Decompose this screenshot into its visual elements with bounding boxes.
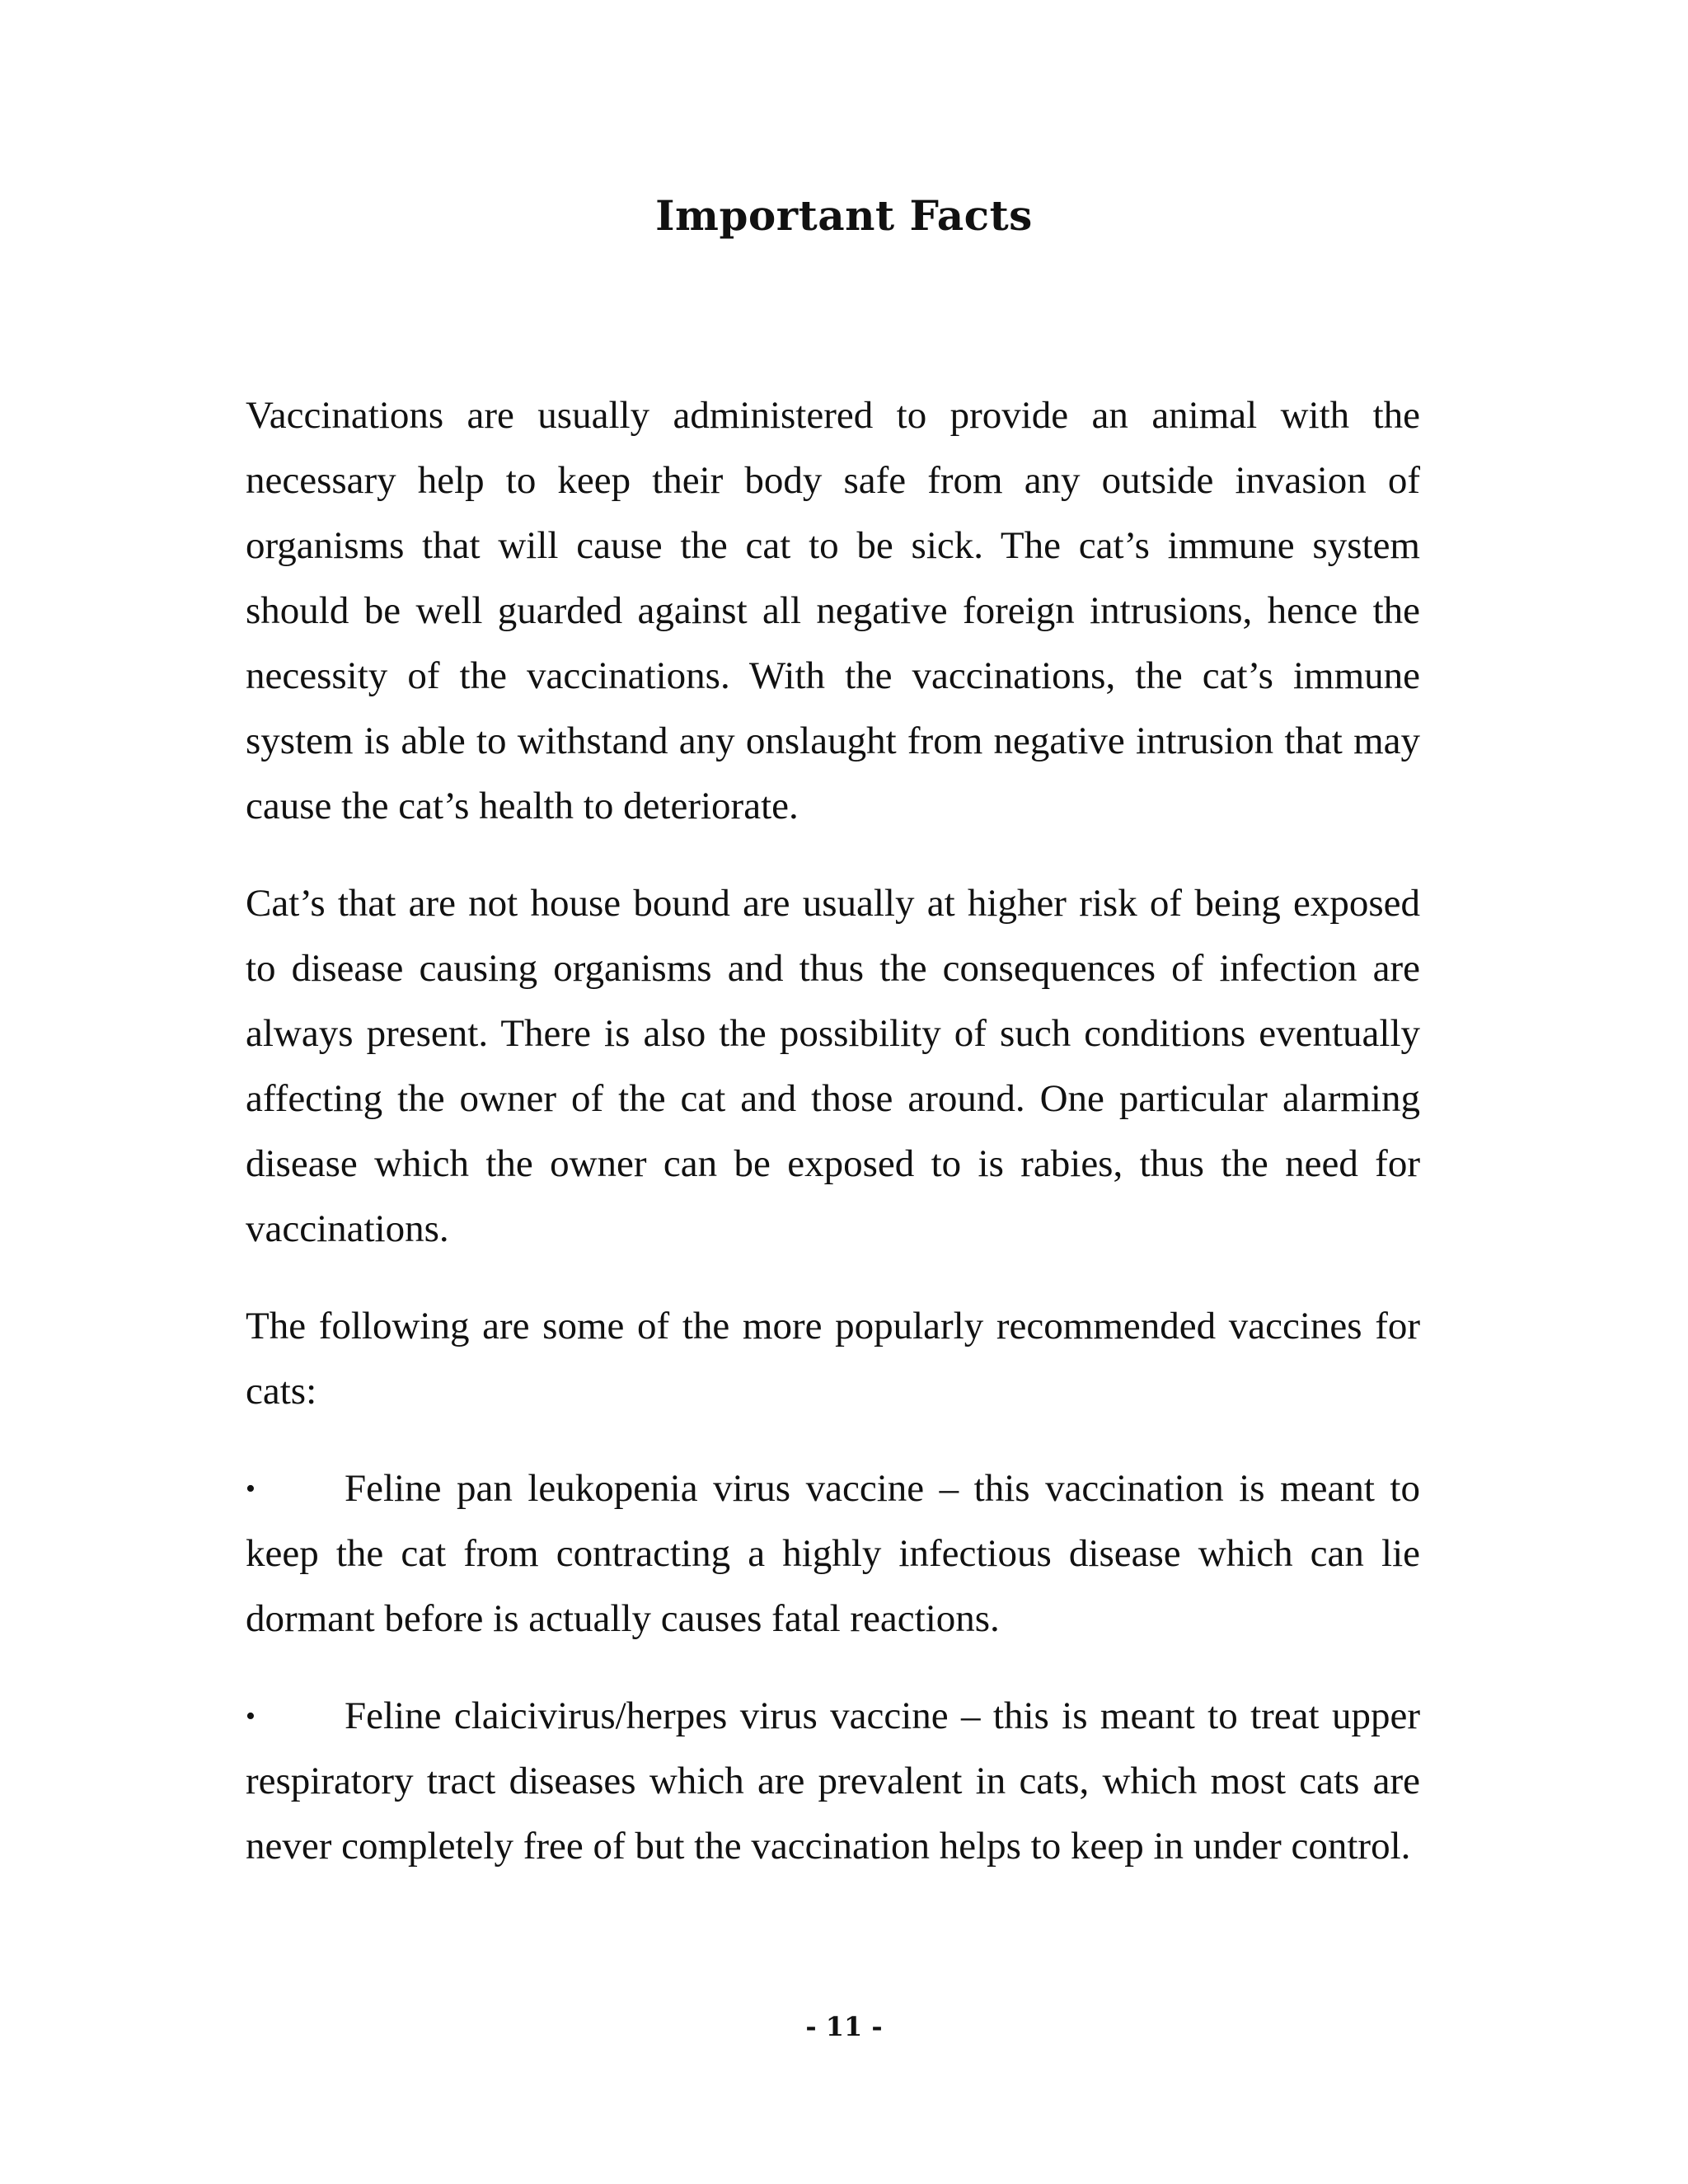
paragraph-outdoor-cats: Cat’s that are not house bound are usually at higher risk of being exposed to disease causing organisms and thus the consequences of infection are always present. There is also the possibility of such conditions eventually affecting the owner of the cat and those around. One particular alarming disease which the owner can be exposed to is rabies, thus the need for vaccinations. [246,882,1420,1250]
paragraph-vaccinations: Vaccinations are usually administered to provide an animal with the necessary help to keep their body safe from any outside invasion of organisms that will cause the cat to be sick. The cat’s immune system should be well guarded against all negative foreign intrusions, hence the necessity of the vaccinations. With the vaccinations, the cat’s immune system is able to withstand any onslaught from negative intrusion that may cause the cat’s health to deteriorate. [246,394,1420,827]
paragraph-recommended-intro: The following are some of the more popularly recommended vaccines for cats: [246,1305,1420,1413]
body-text [246,383,1420,1911]
list-item [246,1456,1420,1652]
page-title: Important Facts [655,191,1033,240]
list-item [246,1684,1420,1879]
list-item-text: Feline claicivirus/herpes virus vaccine – this is meant to treat upper respiratory tract diseases which are prevalent in cats, which most cats are never completely free of but the vaccination helps to keep in under control. [246,1694,1420,1868]
page-number: - 11 - [805,2011,883,2042]
list-item-text: Feline pan leukopenia virus vaccine – this vaccination is meant to keep the cat from contracting a highly infectious disease which can lie dormant before is actually causes fatal reactions. [246,1467,1420,1640]
bullet-icon: • [246,1701,256,1732]
bullet-icon: • [246,1474,256,1504]
